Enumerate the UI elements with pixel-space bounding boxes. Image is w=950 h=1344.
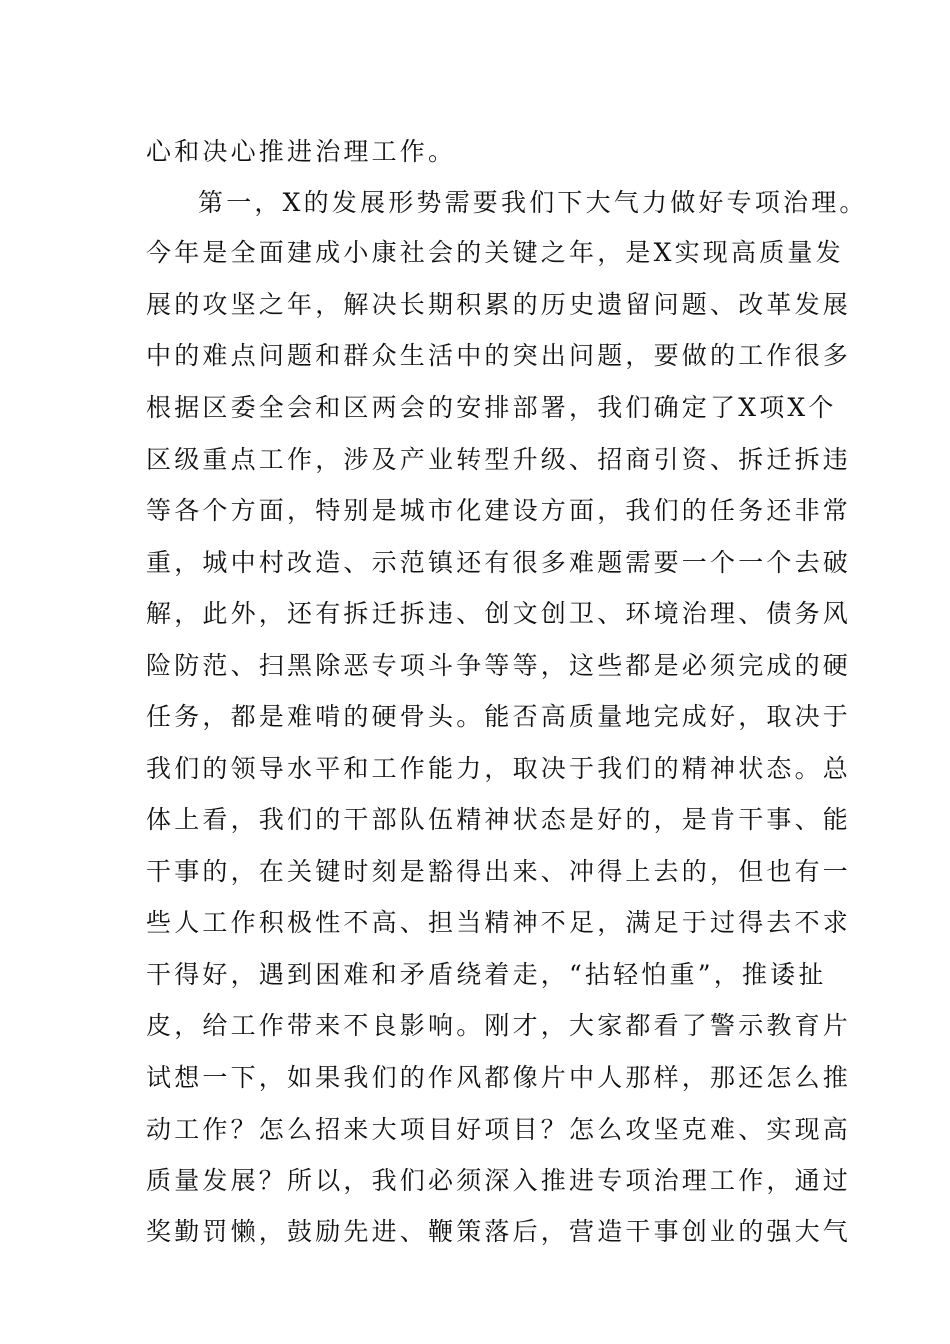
text-line: 展的攻坚之年，解决长期积累的历史遗留问题、改革发展	[146, 290, 852, 319]
text-line: 解，此外，还有拆迁拆违、创文创卫、环境治理、债务风	[146, 599, 852, 628]
text-line: 第一，X的发展形势需要我们下大气力做好专项治理。	[198, 188, 868, 217]
text-line: 区级重点工作，涉及产业转型升级、招商引资、拆迁拆违	[146, 445, 852, 474]
text-line: 干事的，在关键时刻是豁得出来、冲得上去的，但也有一	[146, 857, 852, 886]
text-line: 皮，给工作带来不良影响。刚才，大家都看了警示教育片	[146, 1011, 852, 1040]
text-line: 体上看，我们的干部队伍精神状态是好的，是肯干事、能	[146, 805, 852, 834]
text-line: 心和决心推进治理工作。	[146, 137, 457, 166]
text-line: 等各个方面，特别是城市化建设方面，我们的任务还非常	[146, 496, 852, 525]
text-line: 些人工作积极性不高、担当精神不足，满足于过得去不求	[146, 908, 852, 937]
text-line: 质量发展？所以，我们必须深入推进专项治理工作，通过	[146, 1166, 852, 1195]
text-line: 动工作？怎么招来大项目好项目？怎么攻坚克难、实现高	[146, 1115, 852, 1144]
text-line: 我们的领导水平和工作能力，取决于我们的精神状态。总	[146, 754, 852, 783]
text-line: 今年是全面建成小康社会的关键之年，是X实现高质量发	[146, 238, 844, 267]
text-line: 重，城中村改造、示范镇还有很多难题需要一个一个去破	[146, 548, 852, 577]
text-line: 任务，都是难啃的硬骨头。能否高质量地完成好，取决于	[146, 702, 852, 731]
text-line: 中的难点问题和群众生活中的突出问题，要做的工作很多	[146, 341, 852, 370]
text-line: 试想一下，如果我们的作风都像片中人那样，那还怎么推	[146, 1063, 852, 1092]
text-line: 奖勤罚懒，鼓励先进、鞭策落后，营造干事创业的强大气	[146, 1217, 852, 1246]
text-line: 险防范、扫黑除恶专项斗争等等，这些都是必须完成的硬	[146, 651, 852, 680]
text-line: 根据区委全会和区两会的安排部署，我们确定了X项X个	[146, 393, 837, 422]
text-line: 干得好，遇到困难和矛盾绕着走，“拈轻怕重”，推诿扯	[146, 960, 827, 989]
